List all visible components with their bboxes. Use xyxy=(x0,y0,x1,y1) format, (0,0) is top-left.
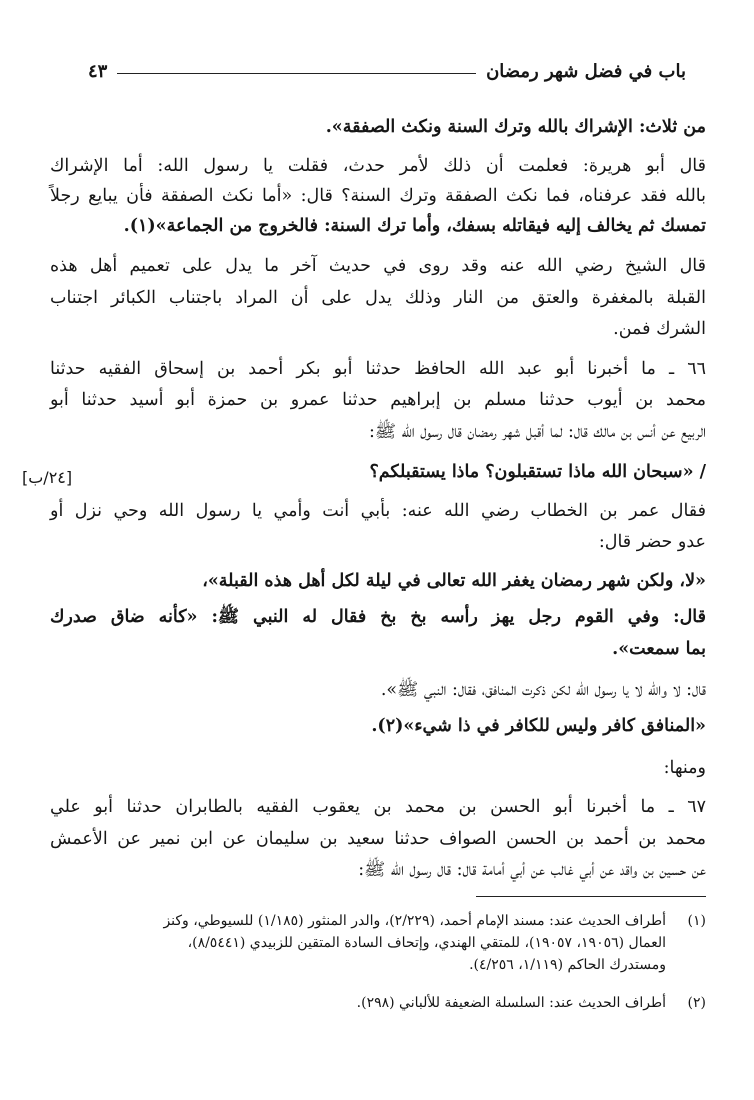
text-line: بما سمعت». xyxy=(612,639,706,659)
manuscript-folio-marker: [٢٤/ب] xyxy=(22,468,73,487)
text-line: قال الشيخ رضي الله عنه وقد روى في حديث آخر ما يدل على تعميم أهل هذه xyxy=(50,256,706,276)
footnote-separator xyxy=(476,896,706,897)
text-line: محمد بن أيوب حدثنا مسلم بن إبراهيم حدثنا عمرو بن حمزة أبو أسيد حدثنا أبو xyxy=(50,390,706,410)
header-rule xyxy=(117,73,476,74)
footnote-1 xyxy=(48,910,706,976)
text-line: عن حسين بن واقد عن أبي غالب عن أبي أمامة قال: قال رسول الله ﷺ: xyxy=(358,860,706,880)
text-line: ومنها: xyxy=(663,758,706,778)
text-line: من ثلاث: الإشراك بالله وترك السنة ونكث الصفقة». xyxy=(325,117,706,137)
text-line: ٦٧ ـ ما أخبرنا أبو الحسن بن محمد بن يعقوب الفقيه بالطابران حدثنا أبو علي xyxy=(50,797,706,817)
text-line: الربيع عن أنس بن مالك قال: لما أقبل شهر رمضان قال رسول الله ﷺ: xyxy=(368,422,706,442)
footnote-text: العمال (١٩٠٥٦، ١٩٠٥٧)، للمتقي الهندي، وإتحاف السادة المتقين للزبيدي (٨/٥٤٤١)، xyxy=(187,935,666,951)
page-number: ٤٣ xyxy=(88,61,108,82)
text-line: / «سبحان الله ماذا تستقبلون؟ ماذا يستقبلكم؟ xyxy=(369,462,706,482)
text-line: «المنافق كافر وليس للكافر في ذا شيء»(٢). xyxy=(371,716,706,736)
running-header xyxy=(88,56,686,82)
chapter-title: باب في فضل شهر رمضان xyxy=(486,61,686,82)
text-line: قال أبو هريرة: فعلمت أن ذلك لأمر حدث، فقلت يا رسول الله: أما الإشراك xyxy=(50,156,706,176)
text-line: فقال عمر بن الخطاب رضي الله عنه: بأبي أنت وأمي يا رسول الله وحي نزل أو xyxy=(50,501,706,521)
text-line: عدو حضر قال: xyxy=(598,532,706,552)
text-line: القبلة بالمغفرة والعتق من النار وذلك يدل على أن المراد باجتناب الكبائر اجتناب xyxy=(50,288,706,308)
footnote-number: (٢) xyxy=(687,995,706,1011)
text-line: محمد بن أحمد بن الحسن الصواف حدثنا سعيد بن سليمان عن ابن نمير عن الأعمش xyxy=(50,829,706,849)
text-line: قال: وفي القوم رجل يهز رأسه بخ بخ فقال له النبي ﷺ: «كأنه ضاق صدرك xyxy=(50,607,706,627)
footnote-2 xyxy=(48,992,706,1014)
footnote-number: (١) xyxy=(687,913,706,929)
footnote-text: ومستدرك الحاكم (١/١١٩، ٤/٢٥٦). xyxy=(469,957,666,973)
text-line: ٦٦ ـ ما أخبرنا أبو عبد الله الحافظ حدثنا أبو بكر أحمد بن إسحاق الفقيه حدثنا xyxy=(50,359,706,379)
text-line: بالله فقد عرفناه، فما نكث الصفقة وترك السنة؟ قال: «أما نكث الصفقة فأن يبايع رجلاً xyxy=(50,186,706,206)
text-line: تمسك ثم يخالف إليه فيقاتله بسفك، وأما ترك السنة: فالخروج من الجماعة»(١). xyxy=(123,216,706,236)
text-line: «لا، ولكن شهر رمضان يغفر الله تعالى في ليلة لكل أهل هذه القبلة»، xyxy=(202,571,706,591)
text-line: قال: لا والله لا يا رسول الله لكن ذكرت المنافق، فقال: النبي ﷺ». xyxy=(380,680,706,700)
footnote-text: أطراف الحديث عند: السلسلة الضعيفة للألباني (٢٩٨). xyxy=(356,995,666,1011)
text-line: الشرك فمن. xyxy=(613,319,706,339)
footnote-text: أطراف الحديث عند: مسند الإمام أحمد، (٢/٢٢٩)، والدر المنثور (١/١٨٥) للسيوطي، وكنز xyxy=(163,913,666,929)
